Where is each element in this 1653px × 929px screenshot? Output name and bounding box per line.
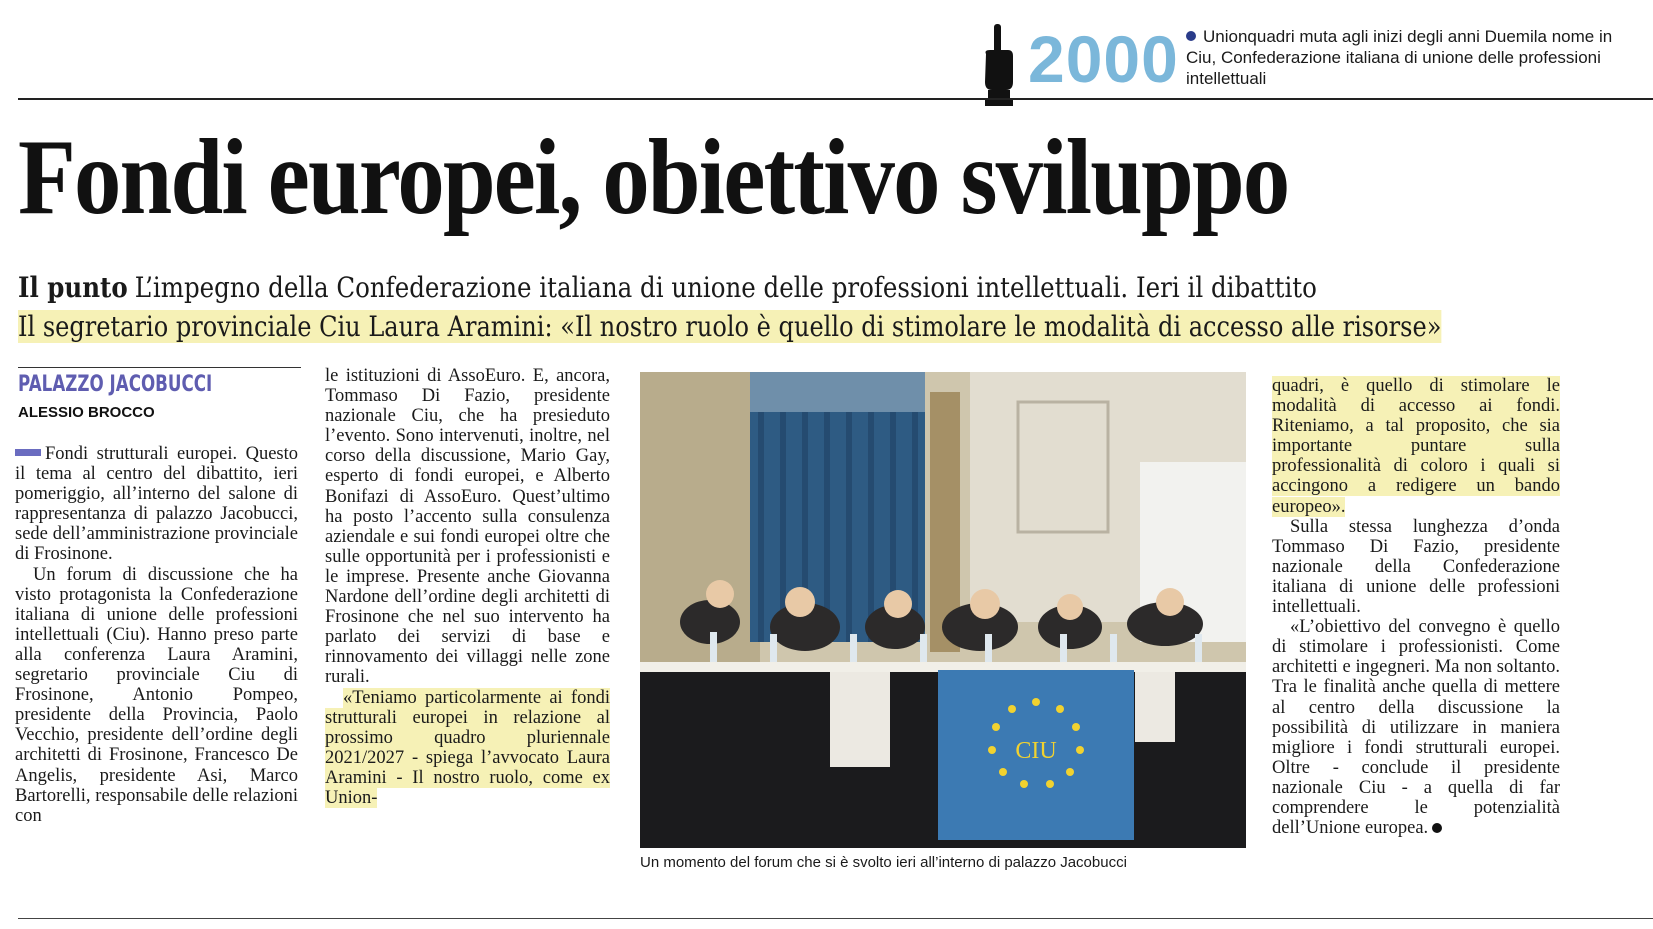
subhead-line-1: Il punto L’impegno della Confederazione italiana di unione delle professioni intellettuali. Ieri il dibattito: [18, 271, 1317, 304]
paragraph: Un forum di discussione che ha visto protagonista la Confederazione italiana di unione delle professioni intellettuali (Ciu). Hanno preso parte alla conferenza Laura Aramini, segretario provinciale Ciu di Frosinone, Antonio Pompeo, presidente della Provincia, Paolo Vecchio, presidente dell’ordine degli architetti di Frosinone, Francesco De Angelis, presidente Asi, Marco Bartorelli, responsabile delle relazioni con: [15, 564, 298, 826]
article-photo: [640, 372, 1246, 848]
year-2000: 2000: [1028, 22, 1179, 96]
headline: Fondi europei, obiettivo sviluppo: [18, 118, 1289, 237]
article-column-3: [1272, 376, 1560, 838]
photo-caption: Un momento del forum che si è svolto ieri all’interno di palazzo Jacobucci: [640, 854, 1127, 871]
author-name: ALESSIO BROCCO: [18, 404, 155, 421]
byline-rule: [18, 367, 301, 368]
year-2000-box: [980, 18, 1653, 98]
end-bullet-icon: [1432, 823, 1442, 833]
top-rule: [18, 98, 1653, 100]
byline: [18, 367, 301, 422]
paragraph: le istituzioni di AssoEuro. E, ancora, Tommaso Di Fazio, presidente nazionale Ciu, che ha presieduto l’evento. Sono intervenuti, inoltre, nel corso della discussione, Mario Gay, esperto di fondi europei, e Alberto Bonifazi di AssoEuro. Quest’ultimo ha posto l’accento sulla consulenza aziendale e sui fondi europei oltre che sulle opportunità per i professionisti e le imprese. Presente anche Giovanna Nardone dell’ordine degli architetti di Frosinone che nel suo intervento ha parlato dei servizi di base e rinnovamento dei villaggi nelle zone rurali.: [325, 366, 610, 688]
subhead-kicker: Il punto: [18, 271, 128, 304]
paragraph-quote: «Teniamo particolarmente ai fondi strutturali europei in relazione al prossimo quadro pluriennale 2021/2027 - spiega l’avvocato Laura Aramini - Il nostro ruolo, come ex Union-: [325, 687, 610, 808]
subhead-quote: Il segretario provinciale Ciu Laura Aramini: «Il nostro ruolo è quello di stimolare le modalità di accesso alle risorse»: [18, 310, 1442, 343]
paragraph: Sulla stessa lunghezza d’onda Tommaso Di Fazio, presidente nazionale della Confederazione italiana di unione delle professioni intellettuali.: [1272, 516, 1560, 618]
paragraph: Fondi strutturali europei. Questo il tema al centro del dibattito, ieri pomeriggio, all’interno del salone di rappresentanza di palazzo Jacobucci, sede dell’amministrazione provinciale di Frosinone.: [15, 444, 298, 565]
section-label: PALAZZO JACOBUCCI: [18, 372, 213, 397]
paragraph-marker-icon: [15, 449, 41, 456]
paragraph: «L’obiettivo del convegno è quello di stimolare i professionisti. Come architetti e ingegneri. Ma non soltanto. Tra le finalità anche quella di mettere al centro della discussione la possibilità di utilizzare in maniera migliore i fondi strutturali europei. Oltre - conclude il presidente nazionale Ciu - a quella di far comprendere le potenzialità dell’Unione europea.: [1272, 617, 1560, 839]
paragraph-quote: quadri, è quello di stimolare le modalità di accesso ai fondi. Riteniamo, a tal proposito, che sia importante puntare sulla professionalità di coloro i quali si accingono a redigere un bando europeo».: [1272, 376, 1560, 517]
bullet-dot-icon: [1186, 31, 1196, 41]
pointing-hand-icon: [980, 24, 1016, 108]
subhead-line-2: [18, 309, 1441, 345]
banner-text: CIU: [1015, 738, 1057, 764]
article-column-1: [15, 444, 298, 826]
forum-photo-illustration: [640, 372, 1246, 848]
year-2000-note: Unionquadri muta agli inizi degli anni Duemila nome in Ciu, Confederazione italiana di unione delle professioni intellettuali: [1186, 27, 1613, 88]
bottom-rule: [18, 918, 1653, 919]
article-column-2: [325, 366, 610, 808]
